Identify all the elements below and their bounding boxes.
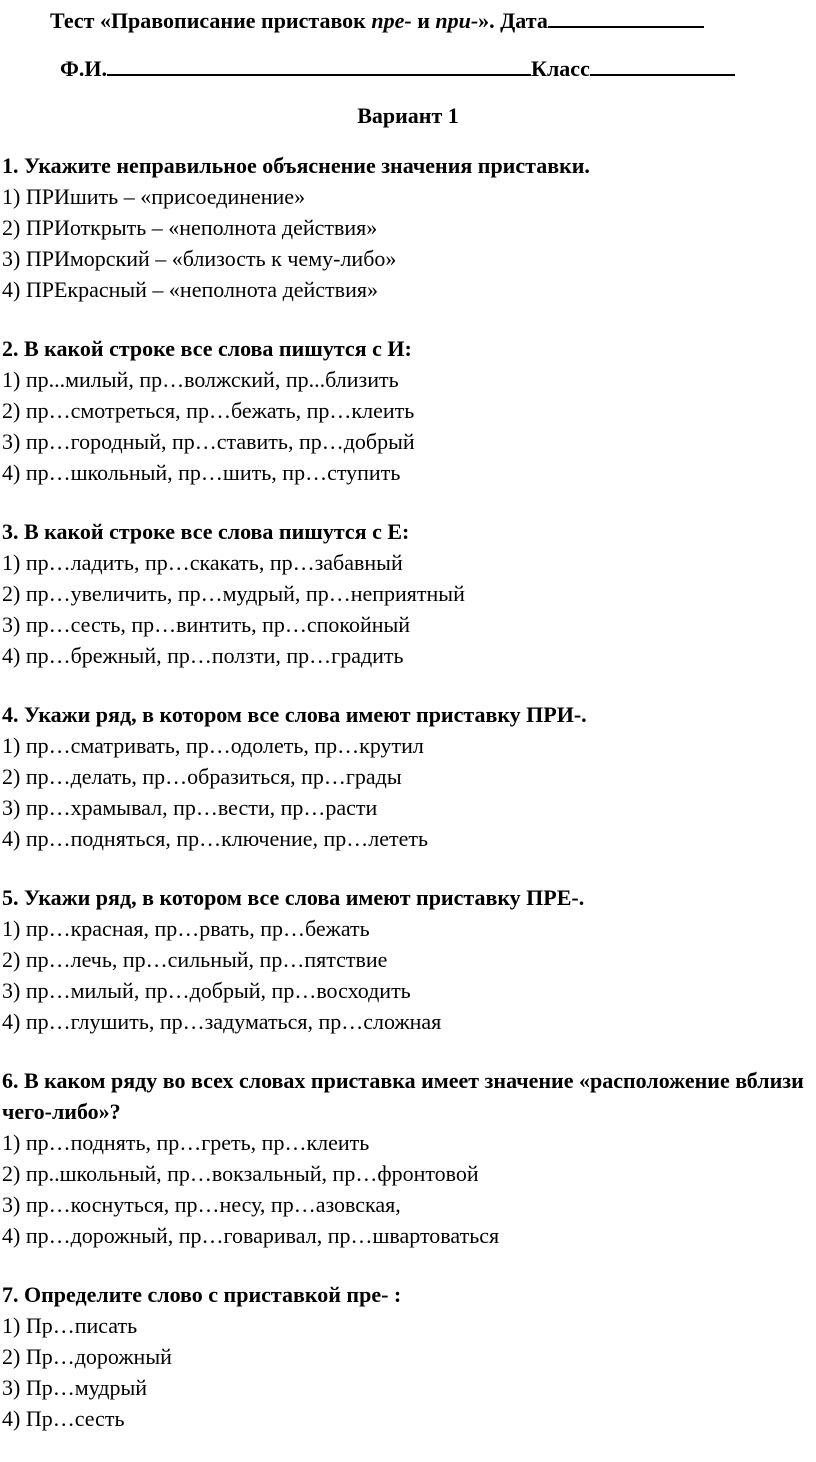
- title-suffix-date: ». Дата: [478, 8, 548, 33]
- question-4: [2, 699, 814, 854]
- answer-option: 4) пр…глушить, пр…задуматься, пр…сложная: [2, 1009, 442, 1034]
- answer-option: 3) пр…городный, пр…ставить, пр…добрый: [2, 429, 415, 454]
- answer-option: 4) ПРЕкрасный – «неполнота действия»: [2, 277, 378, 302]
- answer-option: 2) пр..школьный, пр…вокзальный, пр…фронтовой: [2, 1161, 479, 1186]
- test-title: [50, 6, 704, 35]
- question-6: [2, 1065, 814, 1251]
- answer-option: 1) пр…красная, пр…рвать, пр…бежать: [2, 916, 370, 941]
- answer-option: 4) пр…школьный, пр…шить, пр…ступить: [2, 460, 401, 485]
- variant-heading: Вариант 1: [357, 103, 459, 128]
- date-blank-line: [548, 6, 704, 28]
- question-2: [2, 333, 814, 488]
- answer-option: 2) пр…увеличить, пр…мудрый, пр…неприятный: [2, 581, 465, 606]
- answer-option: 3) ПРИморский – «близость к чему-либо»: [2, 246, 397, 271]
- question-5: [2, 882, 814, 1037]
- answer-option: 3) пр…сесть, пр…винтить, пр…спокойный: [2, 612, 411, 637]
- answer-option: 1) пр…поднять, пр…греть, пр…клеить: [2, 1130, 370, 1155]
- answer-option: 1) пр...милый, пр…волжский, пр...близить: [2, 367, 399, 392]
- answer-option: 3) пр…храмывал, пр…вести, пр…расти: [2, 795, 378, 820]
- answer-option: 1) пр…ладить, пр…скакать, пр…забавный: [2, 550, 403, 575]
- question-3: [2, 516, 814, 671]
- answer-option: 3) пр…милый, пр…добрый, пр…восходить: [2, 978, 411, 1003]
- answer-option: 2) Пр…дорожный: [2, 1344, 172, 1369]
- answer-option: 1) Пр…писать: [2, 1313, 138, 1338]
- class-blank-line: [590, 54, 735, 76]
- answer-option: 2) пр…делать, пр…образиться, пр…грады: [2, 764, 402, 789]
- title-prefix: Тест «Правописание приставок: [50, 8, 372, 33]
- question-7: [2, 1279, 814, 1434]
- answer-option: 3) Пр…мудрый: [2, 1375, 147, 1400]
- answer-option: 1) пр…сматривать, пр…одолеть, пр…крутил: [2, 733, 424, 758]
- answer-option: 2) пр…смотреться, пр…бежать, пр…клеить: [2, 398, 415, 423]
- student-info-line: [60, 54, 735, 83]
- question-title: 2. В какой строке все слова пишутся с И:: [2, 336, 412, 361]
- answer-option: 2) пр…лечь, пр…сильный, пр…пятствие: [2, 947, 388, 972]
- fio-blank-line: [107, 54, 531, 76]
- answer-option: 1) ПРИшить – «присоединение»: [2, 184, 306, 209]
- answer-option: 3) пр…коснуться, пр…несу, пр…азовская,: [2, 1192, 401, 1217]
- answer-option: 2) ПРИоткрыть – «неполнота действия»: [2, 215, 378, 240]
- question-title: 3. В какой строке все слова пишутся с Е:: [2, 519, 410, 544]
- answer-option: 4) пр…подняться, пр…ключение, пр…лететь: [2, 826, 429, 851]
- title-pre: пре-: [371, 8, 412, 33]
- fio-label: Ф.И.: [60, 56, 108, 81]
- question-title: 4. Укажи ряд, в котором все слова имеют приставку ПРИ-.: [2, 702, 587, 727]
- question-title: 6. В каком ряду во всех словах приставка имеет значение «расположение вблизи чего-либо»?: [2, 1068, 804, 1124]
- answer-option: 4) пр…дорожный, пр…говаривал, пр…швартоваться: [2, 1223, 500, 1248]
- question-title: 1. Укажите неправильное объяснение значения приставки.: [2, 153, 590, 178]
- questions-list: [2, 150, 814, 1462]
- answer-option: 4) Пр…сесть: [2, 1406, 125, 1431]
- title-and: и: [411, 8, 436, 33]
- question-1: [2, 150, 814, 305]
- answer-option: 4) пр…брежный, пр…ползти, пр…градить: [2, 643, 404, 668]
- title-pri: при-: [435, 8, 479, 33]
- class-label: Класс: [531, 56, 590, 81]
- question-title: 5. Укажи ряд, в котором все слова имеют приставку ПРЕ-.: [2, 885, 585, 910]
- question-title: 7. Определите слово с приставкой пре- :: [2, 1282, 402, 1307]
